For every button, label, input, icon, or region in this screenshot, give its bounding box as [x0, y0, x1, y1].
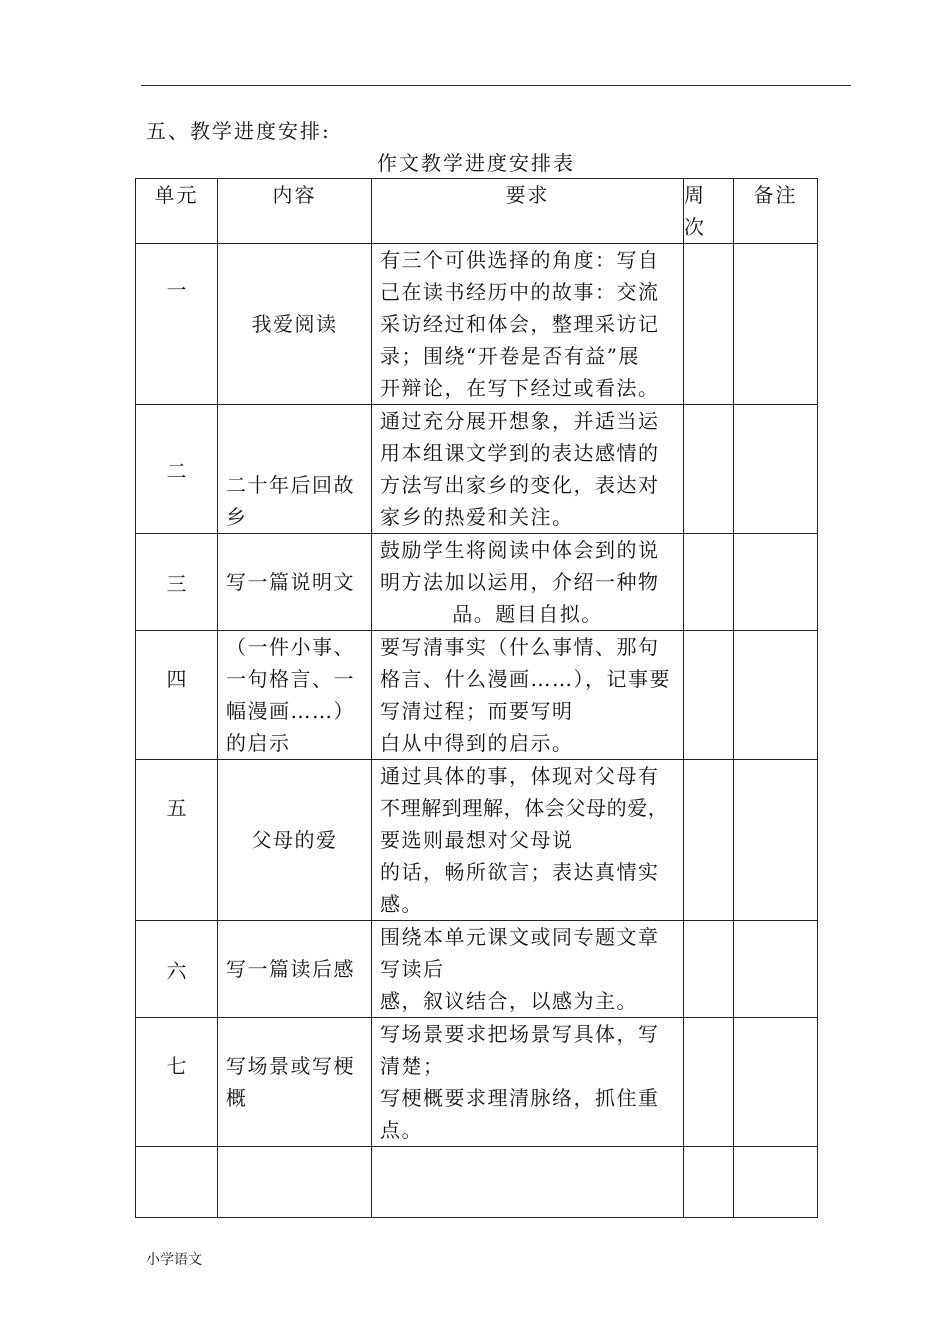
week-cell: [684, 534, 734, 631]
week-cell: [684, 1018, 734, 1147]
table-row: [136, 1018, 818, 1147]
notes-cell: [734, 631, 818, 760]
requirement-cell: [372, 631, 684, 760]
week-cell: [684, 1147, 734, 1218]
req-line: 要选则最想对父母说: [380, 828, 574, 852]
content-cell: （一件小事、一句格言、一幅漫画……）的启示: [218, 631, 372, 760]
req-line: 写清过程；而要写明: [380, 699, 574, 723]
header-unit: 单元: [136, 179, 218, 244]
week-cell: [684, 405, 734, 534]
unit-cell: [136, 1147, 218, 1218]
unit-cell: 六: [136, 921, 218, 1018]
header-week-line1: 周: [684, 183, 704, 207]
req-line: 点。: [380, 1118, 423, 1142]
content-cell: 写一篇读后感: [218, 921, 372, 1018]
requirement-cell: [372, 1018, 684, 1147]
req-line: 要写清事实（什么事情、那句: [380, 635, 660, 659]
table-row: [136, 534, 818, 631]
week-cell: [684, 921, 734, 1018]
table-row: [136, 631, 818, 760]
unit-label: 四: [166, 667, 187, 691]
unit-cell: [136, 1018, 218, 1147]
req-line: 写梗概要求理清脉络，抓住重: [380, 1086, 660, 1110]
req-line: 通过具体的事，体现对父母有: [380, 764, 660, 788]
notes-cell: [734, 244, 818, 405]
table-header-row: [136, 179, 818, 244]
req-line: 感，叙议结合，以感为主。: [380, 989, 638, 1013]
req-line: 写场景要求把场景写具体，写: [380, 1022, 660, 1046]
schedule-table: [135, 178, 818, 1218]
table-row-empty: [136, 1147, 818, 1218]
unit-cell: [136, 244, 218, 405]
req-line: 品。题目自拟。: [452, 602, 603, 626]
notes-cell: [734, 1147, 818, 1218]
section-heading: 五、教学进度安排:: [146, 119, 331, 143]
req-line: 录；围绕“开卷是否有益”展: [380, 344, 640, 368]
req-line: 方法写出家乡的变化，表达对: [380, 473, 660, 497]
table-row: [136, 921, 818, 1018]
content-cell: [218, 405, 372, 534]
unit-label: 七: [166, 1054, 187, 1078]
req-line: 用本组课文学到的表达感情的: [380, 441, 660, 465]
content-label: 二十年后回故乡: [226, 473, 355, 529]
req-line: 通过充分展开想象，并适当运: [380, 409, 660, 433]
content-cell: [218, 1018, 372, 1147]
header-requirement: 要求: [372, 179, 684, 244]
unit-cell: 三: [136, 534, 218, 631]
week-cell: [684, 760, 734, 921]
header-week: [684, 179, 734, 244]
header-notes: 备注: [734, 179, 818, 244]
notes-cell: [734, 1018, 818, 1147]
notes-cell: [734, 760, 818, 921]
notes-cell: [734, 405, 818, 534]
week-cell: [684, 244, 734, 405]
header-week-line2: 次: [684, 215, 704, 239]
req-line: 白从中得到的启示。: [380, 731, 574, 755]
content-label: 写场景或写梗概: [226, 1054, 355, 1110]
table-title: 作文教学进度安排表: [377, 151, 575, 175]
req-line: 清楚；: [380, 1054, 445, 1078]
table-row: [136, 244, 818, 405]
table-row: [136, 405, 818, 534]
unit-label: 一: [166, 278, 187, 302]
req-line: 有三个可供选择的角度：写自: [380, 248, 660, 272]
header-content: 内容: [218, 179, 372, 244]
requirement-cell: [372, 921, 684, 1018]
unit-label: 五: [166, 796, 187, 820]
req-line: 的话，畅所欲言；表达真情实: [380, 860, 660, 884]
req-line: 家乡的热爱和关注。: [380, 505, 574, 529]
req-line: 明方法加以运用，介绍一种物: [380, 570, 660, 594]
week-cell: [684, 631, 734, 760]
content-cell: 写一篇说明文: [218, 534, 372, 631]
req-line: 感。: [380, 892, 423, 916]
unit-cell: [136, 631, 218, 760]
requirement-cell: [372, 534, 684, 631]
req-line: 写读后: [380, 957, 445, 981]
unit-cell: 二: [136, 405, 218, 534]
req-line: 鼓励学生将阅读中体会到的说: [380, 538, 660, 562]
requirement-cell: [372, 405, 684, 534]
requirement-cell: [372, 760, 684, 921]
content-cell: 我爱阅读: [218, 244, 372, 405]
req-line: 采访经过和体会，整理采访记: [380, 312, 660, 336]
req-line: 格言、什么漫画……），记事要: [380, 667, 671, 691]
notes-cell: [734, 921, 818, 1018]
content-cell: [218, 1147, 372, 1218]
requirement-cell: [372, 1147, 684, 1218]
req-line: 己在读书经历中的故事：交流: [380, 280, 660, 304]
unit-cell: [136, 760, 218, 921]
page-footer: 小学语文: [146, 1252, 202, 1268]
req-line: 开辩论，在写下经过或看法。: [380, 376, 660, 400]
notes-cell: [734, 534, 818, 631]
requirement-cell: [372, 244, 684, 405]
req-line: 围绕本单元课文或同专题文章: [380, 925, 660, 949]
content-cell: 父母的爱: [218, 760, 372, 921]
header-rule: [141, 85, 851, 86]
table-row: [136, 760, 818, 921]
req-line: 不理解到理解，体会父母的爱，: [380, 796, 669, 820]
